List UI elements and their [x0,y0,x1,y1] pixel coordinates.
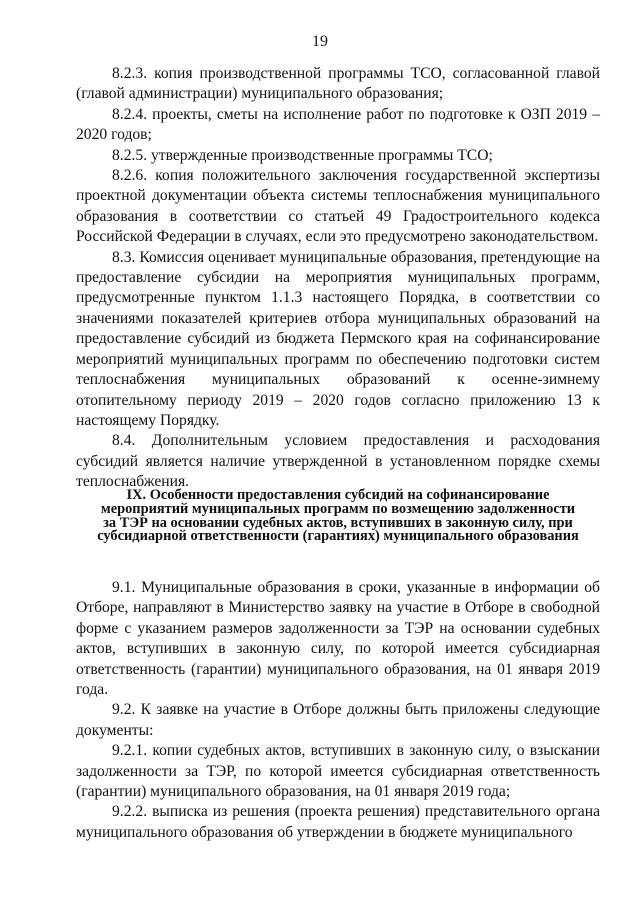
paragraph-8-2-4: 8.2.4. проекты, сметы на исполнение работ по подготовке к ОЗП 2019 – 2020 годов; [76,105,600,144]
paragraph-9-2-1: 9.2.1. копии судебных актов, вступивших в законную силу, о взыскании задолженности за ТЭР, по которой имеется субсидиарная ответственность (гарантии) муниципального образования, на 01 января 2019 года; [76,742,600,801]
paragraph-8-3: 8.3. Комиссия оценивает муниципальные образования, претендующие на предоставление субсидии на мероприятия муниципальных программ, предусмотренные пунктом 1.1.3 настоящего Порядка, в соответствии со значениями показателей критериев отбора муниципальных образований на предоставление субсидий из бюджета Пермского края на софинансирование мероприятий муниципальных программ по обеспечению подготовки систем теплоснабжения муниципальных образований к осенне-зимнему отопительному периоду 2019 – 2020 годов согласно приложению 13 к настоящему Порядку. [76,248,600,429]
body-text-top [76,64,600,493]
paragraph-8-2-5: 8.2.5. утвержденные производственные программы ТСО; [112,146,493,164]
paragraph-8-2-3: 8.2.3. копия производственной программы ТСО, согласованной главой (главой администрации) муниципального образования; [76,65,600,103]
paragraph-9-2: 9.2. К заявке на участие в Отборе должны быть приложены следующие документы: [76,701,600,739]
paragraph-8-2-6: 8.2.6. копия положительного заключения государственной экспертизы проектной документации объекта системы теплоснабжения муниципального образования в соответствии со статьей 49 Градостроительного кодекса Российской Федерации в случаях, если это предусмотрено законодательством. [76,167,600,246]
paragraph-9-2-2: 9.2.2. выписка из решения (проекта решения) представительного органа муниципального образования об утверждении в бюджете муниципального [76,803,600,841]
section-heading-ix: IX. Особенности предоставления субсидий на софинансирование мероприятий муниципальных программ по возмещению задолженности за ТЭР на основании судебных актов, вступивших в законную силу, при субсидиарной ответственности (гарантиях) муниципального образования [97,487,579,545]
page-number: 19 [312,33,328,50]
body-text-bottom [76,578,600,843]
paragraph-8-4: 8.4. Дополнительным условием предоставления и расходования субсидий является наличие утвержденной в установленном порядке схемы теплоснабжения. [76,432,600,491]
paragraph-9-1: 9.1. Муниципальные образования в сроки, указанные в информации об Отборе, направляют в Министерство заявку на участие в Отборе в свободной форме с указанием размеров задолженности за ТЭР на основании судебных актов, вступивших в законную силу, по которой имеется субсидиарная ответственность (гарантии) муниципального образования, на 01 января 2019 года. [76,579,600,699]
